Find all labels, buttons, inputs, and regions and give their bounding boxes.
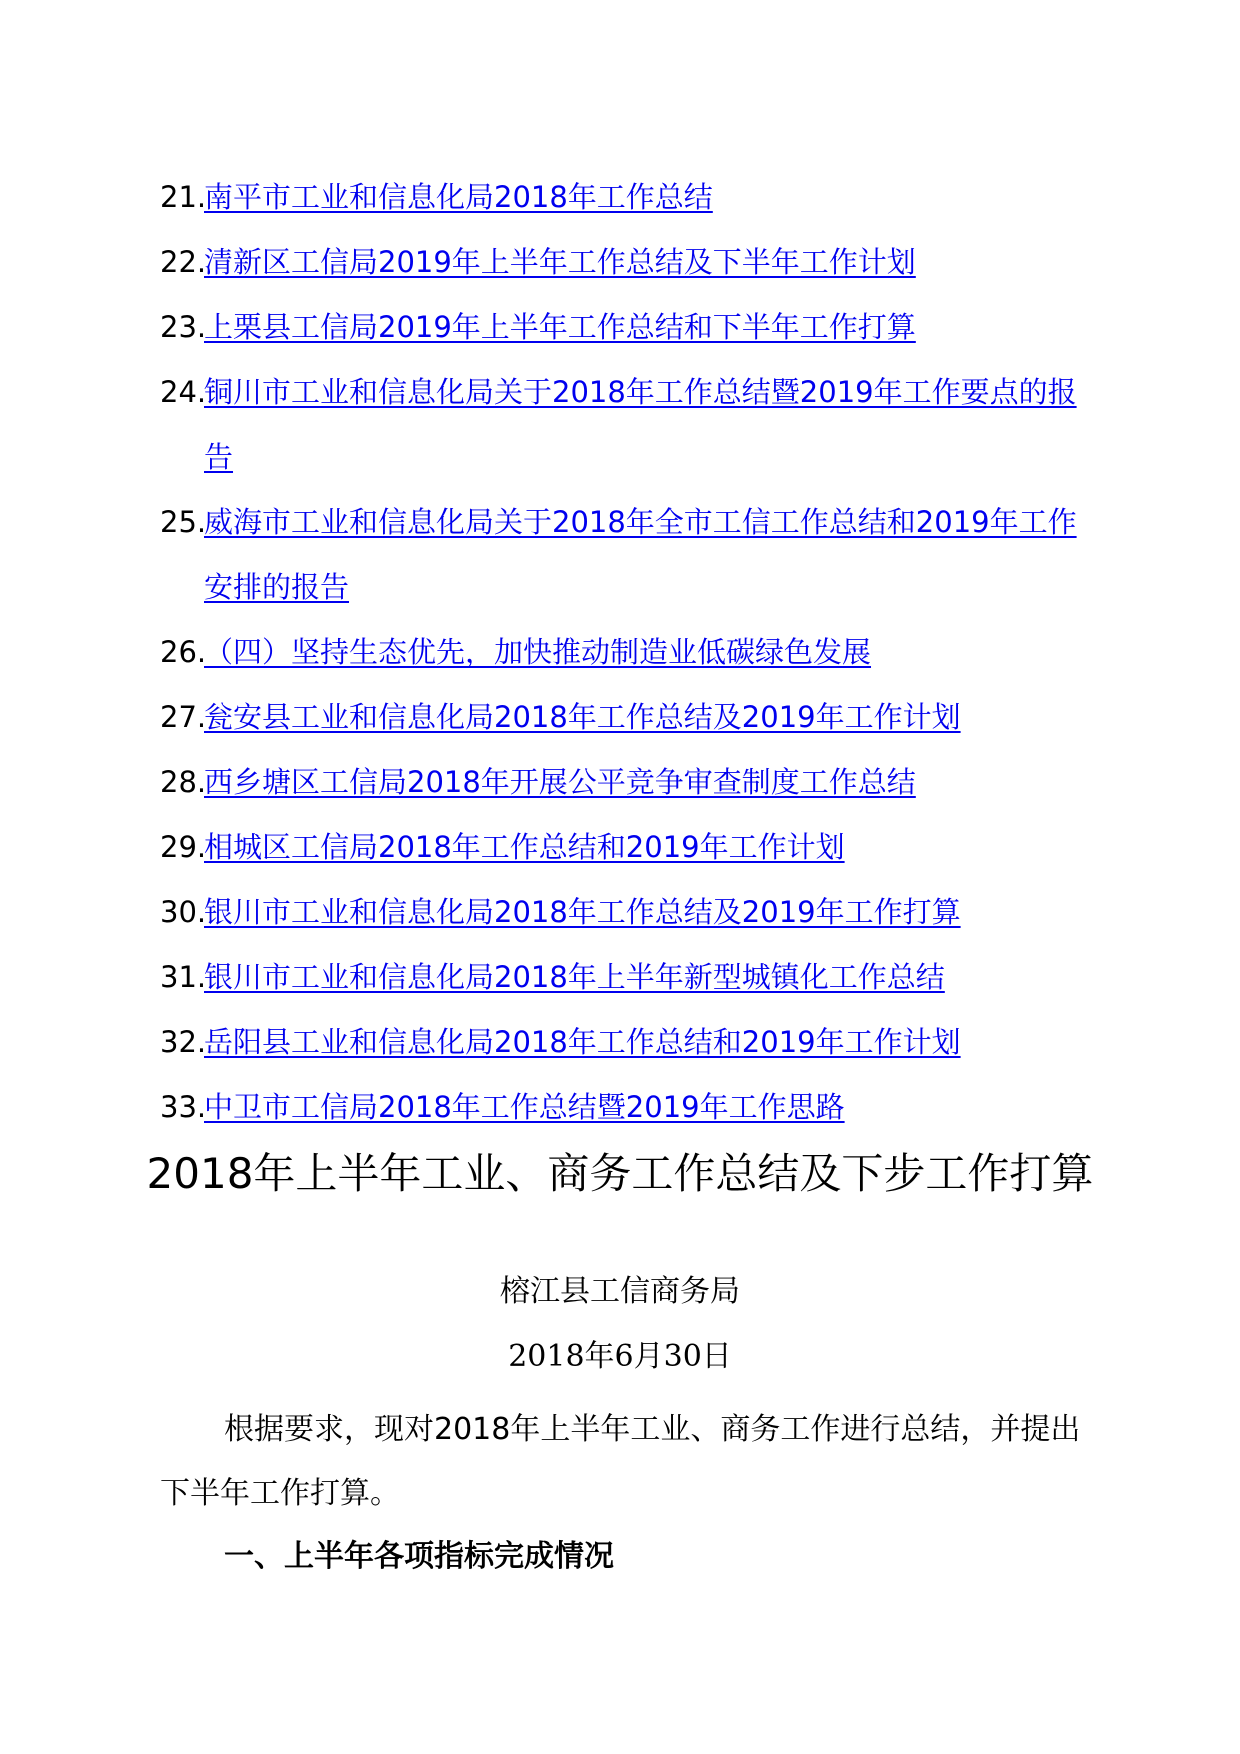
toc-item-number: 31. (160, 960, 207, 994)
toc-item-link[interactable]: 清新区工信局2019年上半年工作总结及下半年工作计划 (204, 245, 916, 279)
document-date: 2018年6月30日 (508, 1339, 732, 1374)
toc-item-number: 24. (160, 375, 207, 409)
toc-item-link[interactable]: 南平市工业和信息化局2018年工作总结 (204, 180, 713, 214)
toc-item (160, 685, 1100, 750)
toc-item-link[interactable]: 银川市工业和信息化局2018年工作总结及2019年工作打算 (204, 895, 961, 929)
toc-item-number: 25. (160, 505, 207, 539)
toc-item-link[interactable]: 中卫市工信局2018年工作总结暨2019年工作思路 (204, 1090, 845, 1124)
toc-item (160, 490, 1100, 620)
toc-item-number: 26. (160, 635, 207, 669)
toc-item-link[interactable]: 铜川市工业和信息化局关于2018年工作总结暨2019年工作要点的报告 (204, 375, 1077, 474)
toc-item-link[interactable]: 银川市工业和信息化局2018年上半年新型城镇化工作总结 (204, 960, 945, 994)
toc-item-number: 28. (160, 765, 207, 799)
toc-item (160, 295, 1100, 360)
toc-item-link[interactable]: （四）坚持生态优先，加快推动制造业低碳绿色发展 (204, 635, 872, 669)
toc-item-number: 32. (160, 1025, 207, 1059)
intro-paragraph: 根据要求，现对2018年上半年工业、商务工作进行总结，并提出下半年工作打算。 (160, 1412, 1081, 1511)
toc-item (160, 230, 1100, 295)
toc-item (160, 620, 1100, 685)
toc-item-number: 27. (160, 700, 207, 734)
toc-item (160, 750, 1100, 815)
toc-item (160, 945, 1100, 1010)
toc-item-number: 23. (160, 310, 207, 344)
toc-item-link[interactable]: 瓮安县工业和信息化局2018年工作总结及2019年工作计划 (204, 700, 961, 734)
toc-item-number: 21. (160, 180, 207, 214)
toc-item-link[interactable]: 威海市工业和信息化局关于2018年全市工信工作总结和2019年工作安排的报告 (204, 505, 1077, 604)
toc-item (160, 165, 1100, 230)
toc-item-number: 22. (160, 245, 207, 279)
document-author: 榕江县工信商务局 (500, 1274, 740, 1309)
toc-item-number: 33. (160, 1090, 207, 1124)
toc-item (160, 880, 1100, 945)
toc-item-link[interactable]: 岳阳县工业和信息化局2018年工作总结和2019年工作计划 (204, 1025, 961, 1059)
toc-item-link[interactable]: 西乡塘区工信局2018年开展公平竞争审查制度工作总结 (204, 765, 916, 799)
toc-item-link[interactable]: 上栗县工信局2019年上半年工作总结和下半年工作打算 (204, 310, 916, 344)
toc-item (160, 815, 1100, 880)
toc-item-number: 30. (160, 895, 207, 929)
toc-item-link[interactable]: 相城区工信局2018年工作总结和2019年工作计划 (204, 830, 845, 864)
table-of-contents (160, 165, 1100, 1140)
section-heading: 一、上半年各项指标完成情况 (224, 1539, 614, 1574)
toc-item (160, 1010, 1100, 1075)
toc-item (160, 1075, 1100, 1140)
toc-item-number: 29. (160, 830, 207, 864)
document-title: 2018年上半年工业、商务工作总结及下步工作打算 (146, 1149, 1094, 1198)
toc-item (160, 360, 1100, 490)
